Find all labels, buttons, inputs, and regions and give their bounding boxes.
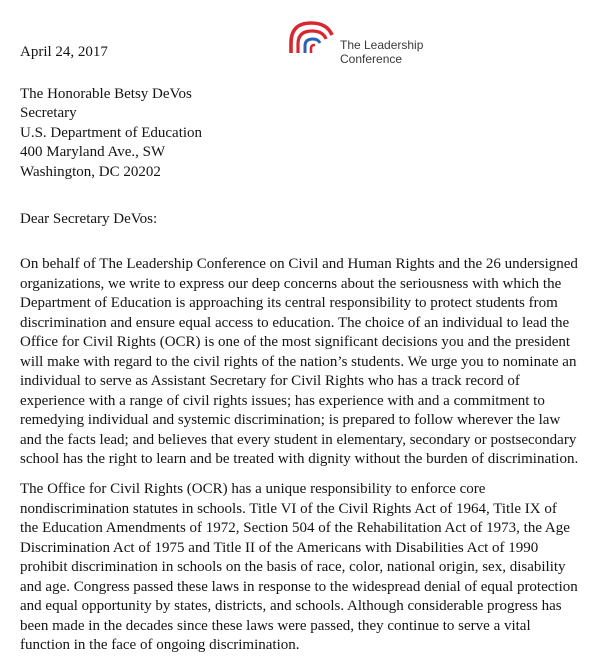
paragraph-line: function in the face of ongoing discrimination. <box>20 637 300 653</box>
logo-line-2: Conference <box>340 52 403 66</box>
paragraph-line: organizations, we write to express our deep concerns about the seriousness with which the <box>20 275 562 292</box>
paragraph-line: will make with regard to the civil rights of the nation’s students. We urge you to nominate an <box>20 353 577 370</box>
paragraph-line: individual to serve as Assistant Secretary for Civil Rights who has a track record of <box>20 373 520 389</box>
address-line: Secretary <box>20 105 77 122</box>
paragraph-line: and the facts lead; and believes that every student in elementary, secondary or postsecondary <box>20 431 577 448</box>
logo-arcs-icon <box>287 17 337 57</box>
logo-line-1: The Leadership <box>340 38 424 52</box>
paragraph-line: The Office for Civil Rights (OCR) has a unique responsibility to enforce core <box>20 481 486 497</box>
letter-date: April 24, 2017 <box>20 44 108 60</box>
address-line: U.S. Department of Education <box>20 124 203 141</box>
address-line: 400 Maryland Ave., SW <box>20 144 166 161</box>
paragraph-line: discrimination and ensure equal access to education. The choice of an individual to lead the <box>20 314 570 331</box>
paragraph-line: On behalf of The Leadership Conference on Civil and Human Rights and the 26 undersigned <box>20 256 578 272</box>
paragraph-line: Department of Education is approaching its central responsibility to protect students from <box>20 295 558 311</box>
leadership-conference-logo <box>287 17 437 69</box>
paragraph-2 <box>20 480 595 656</box>
paragraph-1 <box>20 255 595 470</box>
paragraph-line: the Education Amendments of 1972, Section 504 of the Rehabilitation Act of 1973, the Age <box>20 520 570 536</box>
paragraph-line: school has the right to learn and be treated with dignity without the burden of discrimination. <box>20 451 579 467</box>
paragraph-line: and equal opportunity by states, districts, and schools. Although considerable progress has <box>20 598 562 614</box>
salutation: Dear Secretary DeVos: <box>20 211 158 227</box>
recipient-address <box>20 85 202 182</box>
paragraph-line: experience with a range of civil rights issues; has experience with and a commitment to <box>20 392 545 409</box>
address-line: The Honorable Betsy DeVos <box>20 86 192 102</box>
paragraph-line: prohibit discrimination in schools on the basis of race, color, national origin, sex, disability <box>20 559 566 575</box>
paragraph-line: remedying individual and systemic discrimination; is prepared to follow wherever the law <box>20 412 561 428</box>
paragraph-line: nondiscrimination statutes in schools. Title VI of the Civil Rights Act of 1964, Title IX of <box>20 500 557 517</box>
paragraph-line: been made in the decades since these laws were passed, they continue to serve a vital <box>20 617 531 634</box>
paragraph-line: Office for Civil Rights (OCR) is one of the most significant decisions you and the president <box>20 334 571 350</box>
address-line: Washington, DC 20202 <box>20 163 161 180</box>
paragraph-line: and age. Congress passed these laws in response to the widespread denial of equal protection <box>20 578 578 595</box>
logo-text <box>340 38 423 66</box>
paragraph-line: Discrimination Act of 1975 and Title II of the Americans with Disabilities Act of 1990 <box>20 539 539 556</box>
